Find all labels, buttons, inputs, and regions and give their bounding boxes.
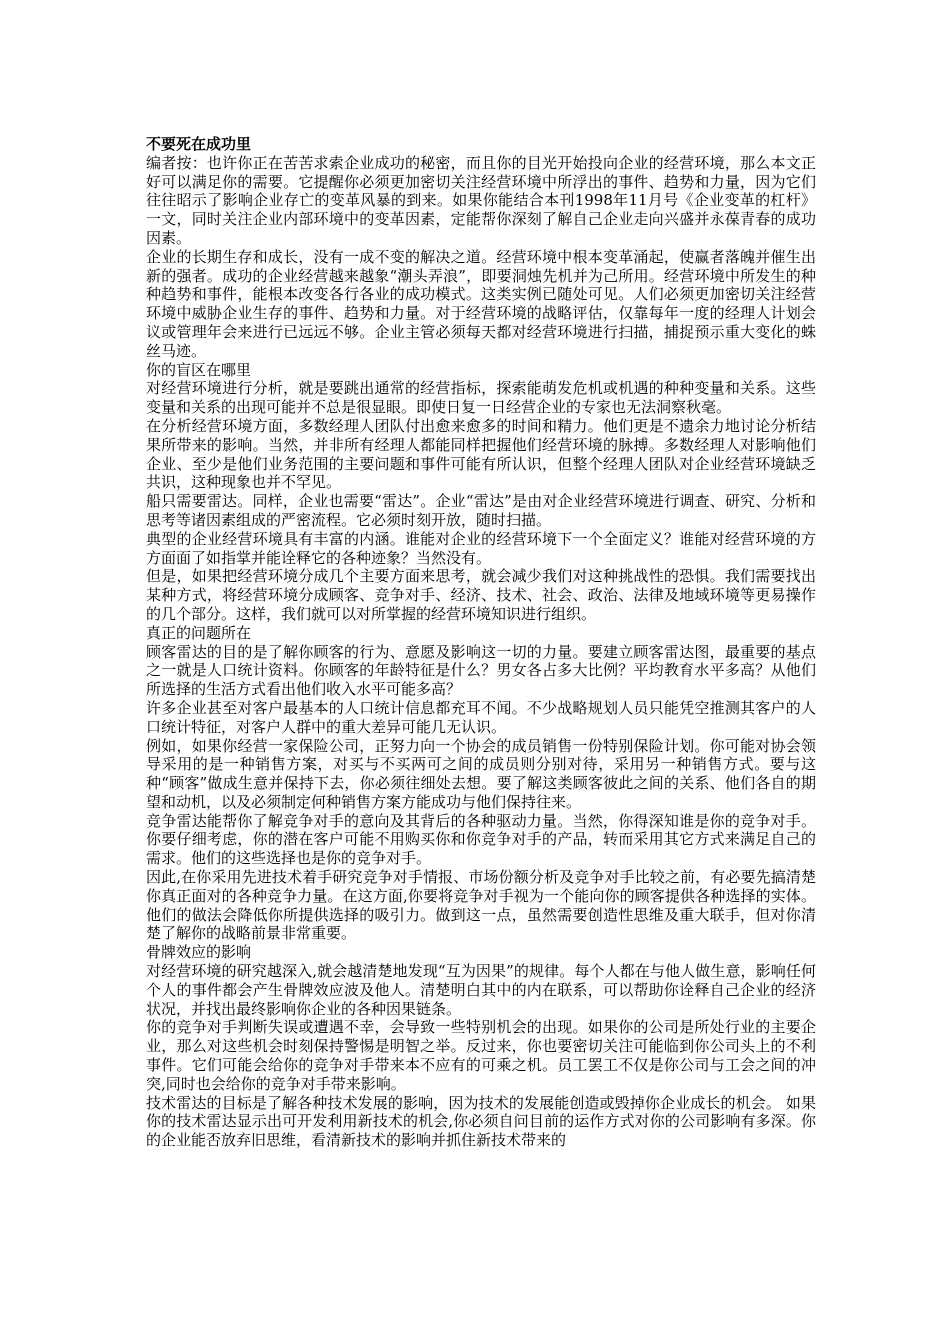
document-body (146, 154, 816, 1150)
paragraph: 顾客雷达的目的是了解你顾客的行为、意愿及影响这一切的力量。要建立顾客雷达图，最重要的基点之一就是人口统计资料。你顾客的年龄特征是什么？男女各占多大比例？平均教育水平多高？从他们所选择的生活方式看出他们收入水平可能多高？ (146, 642, 816, 699)
paragraph: 在分析经营环境方面，多数经理人团队付出愈来愈多的时间和精力。他们更是不遗余力地讨论分析结果所带来的影响。当然，并非所有经理人都能同样把握他们经营环境的脉搏。多数经理人对影响他们企业、至少是他们业务范围的主要问题和事件可能有所认识，但整个经理人团队对企业经营环境缺乏共识，这种现象也并不罕见。 (146, 416, 816, 492)
document-title: 不要死在成功里 (146, 135, 252, 153)
document-page (146, 135, 816, 1150)
paragraph: 编者按：也许你正在苦苦求索企业成功的秘密，而且你的目光开始投向企业的经营环境，那么本文正好可以满足你的需要。它提醒你必须更加密切关注经营环境中所浮出的事件、趋势和力量，因为它们往往昭示了影响企业存亡的变革风暴的到来。如果你能结合本刊1998年11月号《企业变革的杠杆》一文，同时关注企业内部环境中的变革因素，定能帮你深刻了解自己企业走向兴盛并永葆青春的成功因素。 (146, 153, 816, 247)
paragraph: 技术雷达的目标是了解各种技术发展的影响，因为技术的发展能创造或毁掉你企业成长的机会。 如果你的技术雷达显示出可开发利用新技术的机会,你必须自问目前的运作方式对你的公司影响有多深。你的企业能否放弃旧思维，看清新技术的影响并抓住新技术带来的 (146, 1093, 816, 1150)
section-heading: 真正的问题所在 (146, 623, 252, 642)
paragraph: 对经营环境进行分析，就是要跳出通常的经营指标，探索能萌发危机或机遇的种种变量和关系。这些变量和关系的出现可能并不总是很显眼。即使日复一日经营企业的专家也无法洞察秋毫。 (146, 379, 816, 417)
paragraph: 你的竞争对手判断失误或遭遇不幸，会导致一些特别机会的出现。如果你的公司是所处行业的主要企业，那么对这些机会时刻保持警惕是明智之举。反过来，你也要密切关注可能临到你公司头上的不利事件。它们可能会给你的竞争对手带来本不应有的可乘之机。员工罢工不仅是你公司与工会之间的冲突,同时也会给你的竞争对手带来影响。 (146, 1018, 816, 1093)
section-heading: 你的盲区在哪里 (146, 360, 252, 379)
paragraph: 船只需要雷达。同样，企业也需要“雷达”。企业“雷达”是由对企业经营环境进行调查、研究、分析和思考等诸因素组成的严密流程。它必须时刻开放，随时扫描。 (146, 492, 816, 529)
paragraph: 典型的企业经营环境具有丰富的内涵。谁能对企业的经营环境下一个全面定义？谁能对经营环境的方方面面了如指掌并能诠释它的各种迹象？当然没有。 (146, 529, 816, 567)
paragraph: 对经营环境的研究越深入,就会越清楚地发现“互为因果”的规律。每个人都在与他人做生意，影响任何个人的事件都会产生骨牌效应波及他人。清楚明白其中的内在联系，可以帮助你诠释自己企业的经济状况，并找出最终影响你企业的各种因果链条。 (146, 962, 816, 1018)
paragraph: 竞争雷达能帮你了解竞争对手的意向及其背后的各种驱动力量。当然，你得深知谁是你的竞争对手。你要仔细考虑，你的潜在客户可能不用购买你和你竞争对手的产品，转而采用其它方式来满足自己的需求。他们的这些选择也是你的竞争对手。 (146, 811, 816, 868)
paragraph: 企业的长期生存和成长，没有一成不变的解决之道。经营环境中根本变革涌起，使赢者落魄并催生出新的强者。成功的企业经营越来越象“潮头弄浪”，即要洞烛先机并为己所用。经营环境中所发生的种种趋势和事件，能根本改变各行各业的成功模式。这类实例已随处可见。人们必须更加密切关注经营环境中威胁企业生存的事件、趋势和力量。对于经营环境的战略评估，仅靠每年一度的经理人计划会议或管理年会来进行已远远不够。企业主管必须每天都对经营环境进行扫描，捕捉预示重大变化的蛛丝马迹。 (146, 247, 816, 360)
paragraph: 但是，如果把经营环境分成几个主要方面来思考，就会减少我们对这种挑战性的恐惧。我们需要找出某种方式，将经营环境分成顾客、竞争对手、经济、技术、社会、政治、法律及地域环境等更易操作的几个部分。这样，我们就可以对所掌握的经营环境知识进行组织。 (146, 567, 816, 623)
paragraph: 许多企业甚至对客户最基本的人口统计信息都充耳不闻。不少战略规划人员只能凭空推测其客户的人口统计特征，对客户人群中的重大差异可能几无认识。 (146, 698, 816, 736)
paragraph: 因此,在你采用先进技术着手研究竞争对手情报、市场份额分析及竞争对手比较之前，有必要先搞清楚你真正面对的各种竞争力量。在这方面,你要将竞争对手视为一个能向你的顾客提供各种选择的实体。他们的做法会降低你所提供选择的吸引力。做到这一点，虽然需要创造性思维及重大联手，但对你清楚了解你的战略前景非常重要。 (146, 868, 816, 943)
section-heading: 骨牌效应的影响 (146, 943, 252, 962)
paragraph: 例如，如果你经营一家保险公司，正努力向一个协会的成员销售一份特别保险计划。你可能对协会领导采用的是一种销售方案，对买与不买两可之间的成员则分别对待，采用另一种销售方式。要与这种“顾客”做成生意并保持下去，你必须往细处去想。要了解这类顾客彼此之间的关系、他们各自的期望和动机，以及必须制定何种销售方案方能成功与他们保持往来。 (146, 736, 816, 811)
